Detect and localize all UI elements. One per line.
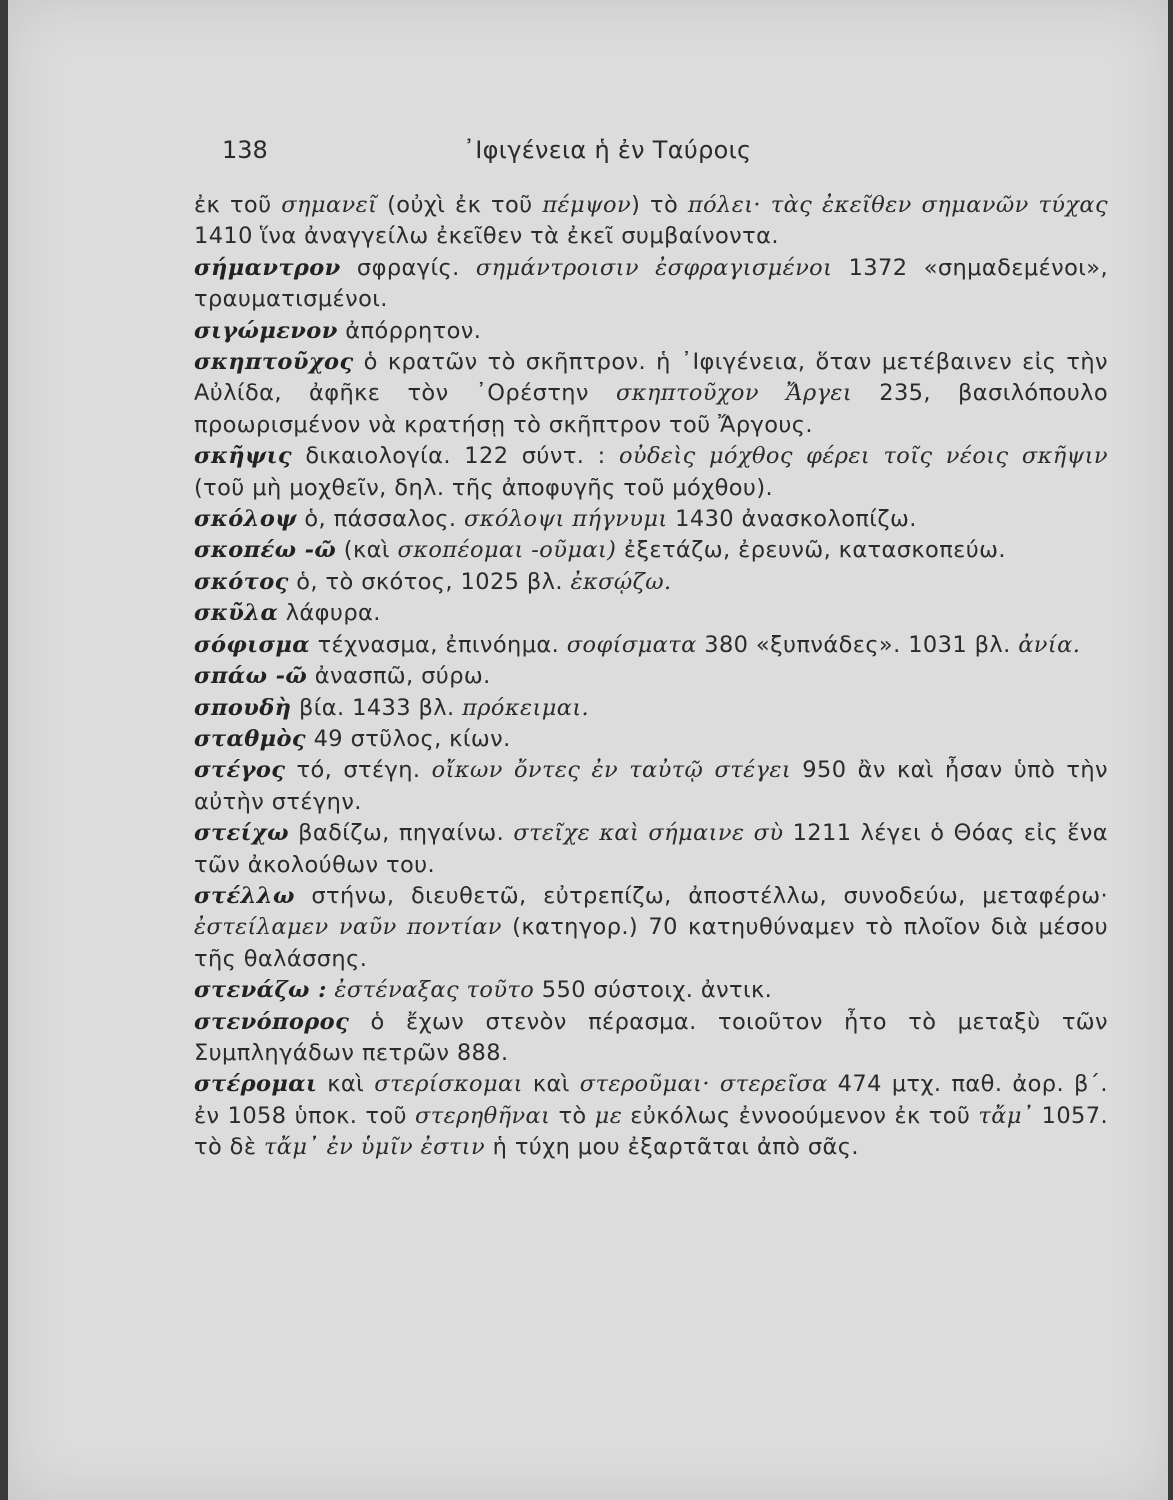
definition-text: ἡ τύχη μου ἐξαρτᾶται ἀπὸ σᾶς. — [485, 1134, 859, 1161]
glossary-entry — [194, 316, 1108, 347]
glossary-entry — [194, 598, 1108, 629]
definition-text: 380 «ξυπνάδες». 1031 βλ. — [696, 631, 1019, 658]
quotation: στεροῦμαι· στερεῖσα — [579, 1071, 828, 1098]
quotation: σκόλοψι πήγνυμι — [463, 506, 668, 533]
lemma: στέρομαι — [194, 1071, 318, 1098]
definition-text: 49 στῦλος, κίων. — [306, 725, 511, 752]
lemma: στενόπορος — [194, 1008, 350, 1035]
glossary-entry — [194, 755, 1108, 818]
glossary-entry — [194, 253, 1108, 316]
glossary-entry — [194, 504, 1108, 535]
definition-text: (τοῦ μὴ μοχθεῖν, δηλ. τῆς ἀποφυγῆς τοῦ μόχθου). — [194, 474, 774, 501]
quotation: στερηθῆναι — [415, 1102, 551, 1129]
definition-text: βία. 1433 βλ. — [291, 694, 463, 721]
quotation: πρόκειμαι. — [462, 694, 590, 721]
definition-text: καὶ — [317, 1071, 375, 1098]
quotation: με — [594, 1102, 623, 1129]
lemma: σταθμὸς — [194, 725, 307, 752]
glossary-entry — [194, 693, 1108, 724]
quotation: οἴκων ὄντες ἐν ταὐτῷ στέγει — [431, 757, 792, 784]
quotation: στεῖχε καὶ σήμαινε σὺ — [513, 820, 784, 847]
definition-text: ὁ, τὸ σκότος, 1025 βλ. — [288, 568, 571, 595]
definition-text: (οὐχὶ ἐκ τοῦ — [377, 192, 543, 218]
definition-text: 1211 λέγει ὁ Θόας εἰς ἕνα τῶν ἀκολούθων του. — [194, 820, 1108, 878]
glossary-body — [194, 190, 1108, 1164]
quotation: ἐκσῴζω. — [570, 568, 672, 595]
lemma: σκοπέω -ῶ — [194, 537, 337, 564]
lemma: σκῦλα — [194, 600, 279, 627]
definition-text: εὐκόλως ἐννοούμενον ἐκ τοῦ — [622, 1102, 979, 1129]
page-header — [8, 136, 1168, 176]
glossary-entry — [194, 190, 1108, 253]
glossary-entry — [194, 535, 1108, 566]
definition-text: τό, στέγη. — [285, 757, 432, 784]
running-title: ᾿Ιφιγένεια ἡ ἐν Ταύροις — [463, 136, 752, 164]
definition-text: ἐξετάζω, ἐρευνῶ, κατασκοπεύω. — [616, 537, 1006, 564]
quotation: σημάντροισιν ἐσφραγισμένοι — [475, 254, 833, 281]
quotation: τἄμ᾿ ἐν ὑμῖν ἐστιν — [263, 1134, 486, 1161]
glossary-entry — [194, 441, 1108, 504]
definition-text: καὶ — [522, 1071, 580, 1098]
definition-text: 950 ἂν καὶ ἦσαν ὑπὸ τὴν αὐτὴν στέγην. — [194, 757, 1108, 815]
quotation: στερίσκομαι — [374, 1071, 523, 1098]
lemma: στέγος — [194, 757, 286, 784]
definition-text: σφραγίς. — [340, 254, 476, 281]
quotation: ἀνία. — [1018, 631, 1081, 658]
lemma: σπάω -ῶ — [194, 663, 308, 690]
definition-text: ἐκ τοῦ — [194, 192, 282, 218]
definition-text: 1372 «σημαδεμένοι», τραυματισμένοι. — [194, 254, 1108, 313]
lemma: σκότος — [194, 568, 289, 595]
definition-text: δικαιολογία. 122 σύντ. : — [291, 443, 619, 470]
glossary-entry — [194, 661, 1108, 692]
quotation: σκοπέομαι -οῦμαι) — [397, 537, 617, 564]
lemma: στέλλω — [194, 882, 295, 909]
definition-text: (κατηγορ.) 70 κατηυθύναμεν τὸ πλοῖον διὰ μέσου τῆς θαλάσσης. — [194, 914, 1108, 972]
lemma: σκηπτοῦχος — [194, 349, 354, 376]
definition-text: ὁ, πάσσαλος. — [296, 506, 464, 533]
lemma: σκόλοψ — [194, 506, 297, 533]
lemma: στενάζω : — [194, 977, 327, 1004]
glossary-entry — [194, 1069, 1108, 1163]
quotation: πόλει· τὰς ἐκεῖθεν σημανῶν τύχας — [687, 192, 1109, 218]
glossary-entry — [194, 347, 1108, 441]
glossary-entry — [194, 567, 1108, 598]
definition-text: ) τὸ — [631, 192, 688, 218]
page-number: 138 — [222, 136, 268, 164]
definition-text: τὸ — [550, 1102, 595, 1129]
quotation: σοφίσματα — [566, 631, 697, 658]
quotation: ἐστέναξας τοῦτο — [334, 977, 535, 1004]
definition-text: ἀνασπῶ, σύρω. — [307, 663, 491, 690]
glossary-entry — [194, 724, 1108, 755]
glossary-entry — [194, 1007, 1108, 1070]
glossary-entry — [194, 975, 1108, 1006]
lemma: σήμαντρον — [194, 254, 341, 281]
definition-text: (καὶ — [336, 537, 398, 564]
book-page — [8, 0, 1168, 1500]
glossary-entry — [194, 630, 1108, 661]
definition-text: λάφυρα. — [278, 600, 381, 627]
lemma: σόφισμα — [194, 631, 311, 658]
definition-text: 1430 ἀνασκολοπίζω. — [667, 506, 917, 533]
definition-text: 235, βασιλόπουλο προωρισμένον νὰ κρατήσῃ τὸ σκῆπτρον τοῦ Ἄργους. — [194, 380, 1109, 438]
definition-text: ὁ ἔχων στενὸν πέρασμα. τοιοῦτον ἦτο τὸ μεταξὺ τῶν Συμπληγάδων πετρῶν 888. — [194, 1008, 1108, 1066]
lemma: σπουδὴ — [194, 694, 292, 721]
quotation: τἄμ᾿ — [978, 1102, 1034, 1129]
definition-text: στήνω, διευθετῶ, εὐτρεπίζω, ἀποστέλλω, συνοδεύω, μεταφέρω· — [294, 882, 1108, 909]
glossary-entry — [194, 881, 1108, 975]
definition-text: 1057. τὸ δὲ — [194, 1102, 1109, 1161]
definition-text: 474 μτχ. παθ. ἀορ. β΄. ἐν 1058 ὑποκ. τοῦ — [194, 1071, 1108, 1129]
lemma: στείχω — [194, 820, 289, 847]
quotation: σκηπτοῦχον Ἄργει — [616, 380, 853, 407]
lemma: σκῆψις — [194, 443, 292, 470]
definition-text: 1410 ἵνα ἀναγγείλω ἐκεῖθεν τὰ ἐκεῖ συμβαίνοντα. — [194, 223, 779, 250]
quotation: πέμψον — [542, 192, 632, 218]
definition-text: ἀπόρρητον. — [337, 317, 482, 344]
lemma: σιγώμενον — [194, 317, 338, 344]
definition-text: 550 σύστοιχ. ἀντικ. — [534, 977, 773, 1004]
quotation: ἐστείλαμεν ναῦν ποντίαν — [194, 914, 502, 941]
quotation: σημανεῖ — [281, 192, 378, 218]
definition-text: βαδίζω, πηγαίνω. — [288, 820, 514, 847]
definition-text: τέχνασμα, ἐπινόημα. — [310, 631, 567, 658]
definition-text: ὁ κρατῶν τὸ σκῆπτρον. ἡ ᾿Ιφιγένεια, ὅταν μετέβαινεν εἰς τὴν Αὐλίδα, ἀφῆκε τὸν ᾿Ορέστην — [194, 349, 1108, 407]
glossary-entry — [194, 818, 1108, 881]
quotation: οὐδεὶς μόχθος φέρει τοῖς νέοις σκῆψιν — [618, 443, 1108, 470]
